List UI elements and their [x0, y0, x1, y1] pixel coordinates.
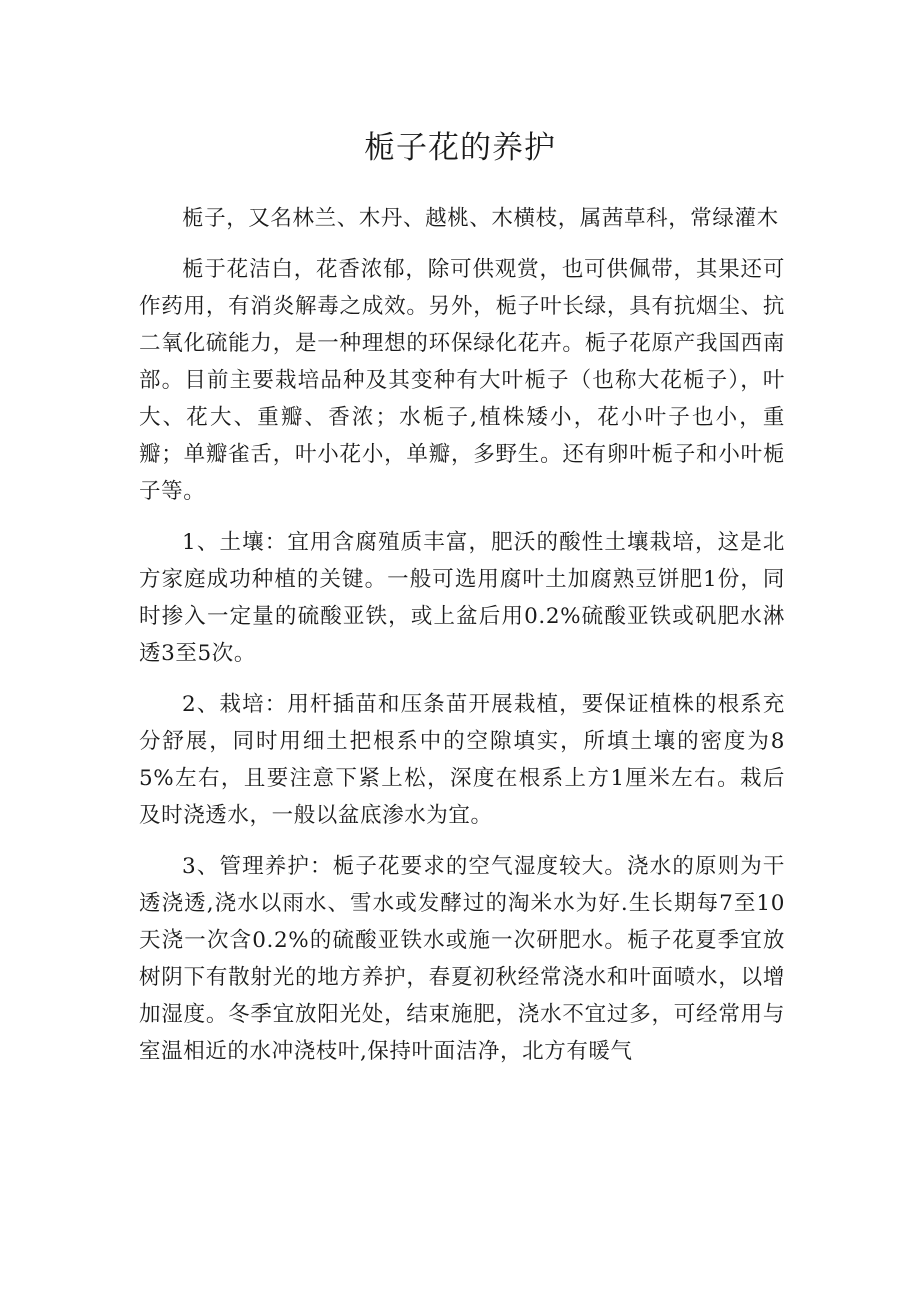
- paragraph-description: 栀于花洁白，花香浓郁，除可供观赏，也可供佩带，其果还可作药用，有消炎解毒之成效。另外，栀子叶长绿，具有抗烟尘、抗二氧化硫能力，是一种理想的环保绿化花卉。栀子花原产我国西南部。目前主要栽培品种及其变种有大叶栀子（也称大花栀子），叶大、花大、重瓣、香浓；水栀子,植株矮小，花小叶子也小，重瓣；单瓣雀舌，叶小花小，单瓣，多野生。还有卵叶栀子和小叶栀子等。: [139, 257, 785, 504]
- paragraph-maintenance: 3、管理养护：栀子花要求的空气湿度较大。浇水的原则为干透浇透,浇水以雨水、雪水或发酵过的淘米水为好.生长期每7至10天浇一次含0.2%的硫酸亚铁水或施一次研肥水。栀子花夏季宜放树阴下有散射光的地方养护，春夏初秋经常浇水和叶面喷水，以增加湿度。冬季宜放阳光处，结束施肥，浇水不宜过多，可经常用与室温相近的水冲浇枝叶,保持叶面洁净，北方有暖气: [139, 854, 785, 1064]
- paragraph-intro: 栀子，又名林兰、木丹、越桃、木横枝，属茜草科，常绿灌木: [182, 206, 779, 231]
- paragraph-cultivation: 2、栽培：用杆插苗和压条苗开展栽植，要保证植株的根系充分舒展，同时用细土把根系中的空隙填实，所填土壤的密度为85%左右，且要注意下紧上松，深度在根系上方1厘米左右。栽后及时浇透水，一般以盆底渗水为宜。: [139, 692, 785, 828]
- paragraph-soil: 1、土壤：宜用含腐殖质丰富，肥沃的酸性土壤栽培，这是北方家庭成功种植的关键。一般可选用腐叶土加腐熟豆饼肥1份，同时掺入一定量的硫酸亚铁，或上盆后用0.2%硫酸亚铁或矾肥水淋透3至5次。: [139, 530, 785, 666]
- document-title: 栀子花的养护: [364, 130, 556, 166]
- document-body: [139, 200, 785, 1084]
